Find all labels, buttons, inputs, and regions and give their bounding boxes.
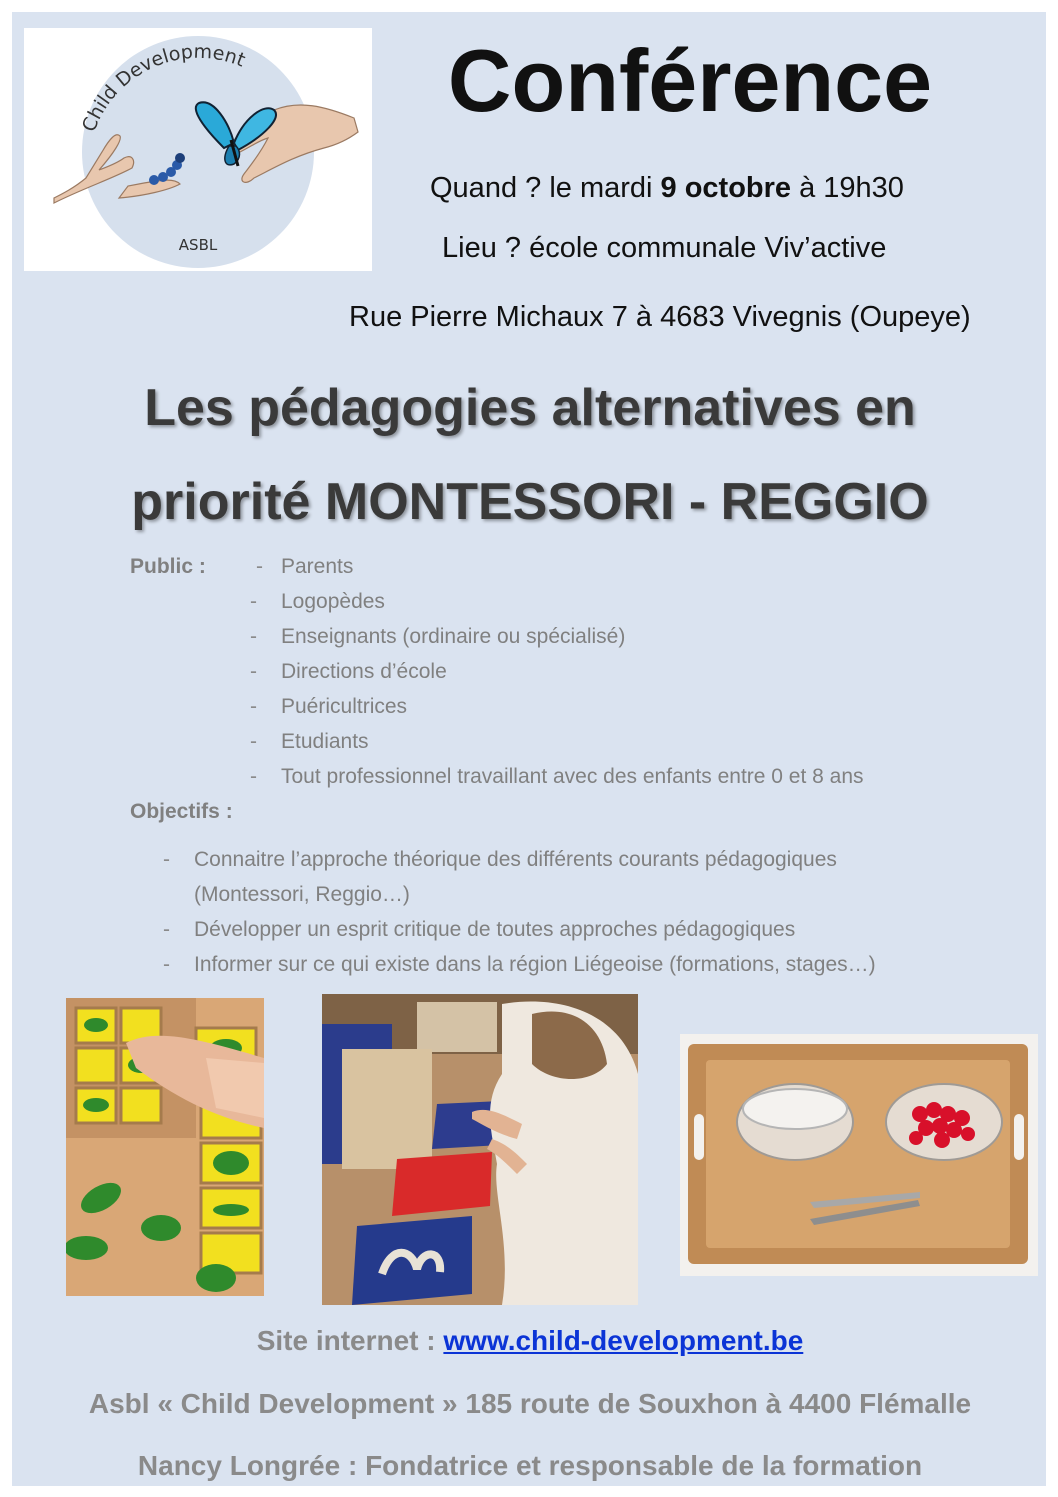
footer-site	[40, 1325, 1020, 1357]
event-where: Lieu ? école communale Viv’active	[442, 232, 887, 264]
photo-sandpaper-letters	[322, 994, 638, 1305]
list-item: Connaitre l’approche théorique des différents courants pédagogiques	[194, 848, 837, 871]
list-item: Directions d’école	[281, 660, 447, 683]
list-item: (Montessori, Reggio…)	[194, 883, 410, 906]
list-item: Logopèdes	[281, 590, 385, 613]
site-label: Site internet :	[256, 1325, 444, 1356]
headline-line-1: Les pédagogies alternatives en	[144, 379, 916, 437]
list-item: Informer sur ce qui existe dans la région Liégeoise (formations, stages…)	[194, 953, 876, 976]
logo-org-type: ASBL	[178, 236, 218, 254]
footer-asbl: Asbl « Child Development » 185 route de Souxhon à 4400 Flémalle	[88, 1388, 972, 1419]
headline-line-2: priorité MONTESSORI - REGGIO	[131, 473, 929, 531]
list-item: Développer un esprit critique de toutes approches pédagogiques	[194, 918, 796, 941]
objectives-label: Objectifs :	[130, 800, 233, 823]
event-address: Rue Pierre Michaux 7 à 4683 Vivegnis (Oupeye)	[349, 301, 971, 333]
logo	[24, 28, 372, 271]
event-when: Quand ? le mardi 9 octobre à 19h30	[430, 172, 904, 204]
public-label: Public :	[130, 555, 206, 578]
page-title: Conférence	[447, 31, 933, 130]
list-item: Tout professionnel travaillant avec des enfants entre 0 et 8 ans	[281, 765, 864, 788]
list-item: Parents	[281, 555, 354, 578]
photo-tray-bowls	[680, 1034, 1038, 1276]
list-item: Etudiants	[281, 730, 369, 753]
website-link[interactable]: www.child-development.be	[443, 1325, 804, 1356]
photo-leaf-puzzles	[66, 998, 264, 1296]
list-item: Enseignants (ordinaire ou spécialisé)	[281, 625, 626, 648]
footer-founder: Nancy Longrée : Fondatrice et responsable de la formation	[137, 1450, 923, 1481]
logo-org-name: Child Development	[78, 40, 249, 135]
list-item: Puéricultrices	[281, 695, 408, 718]
